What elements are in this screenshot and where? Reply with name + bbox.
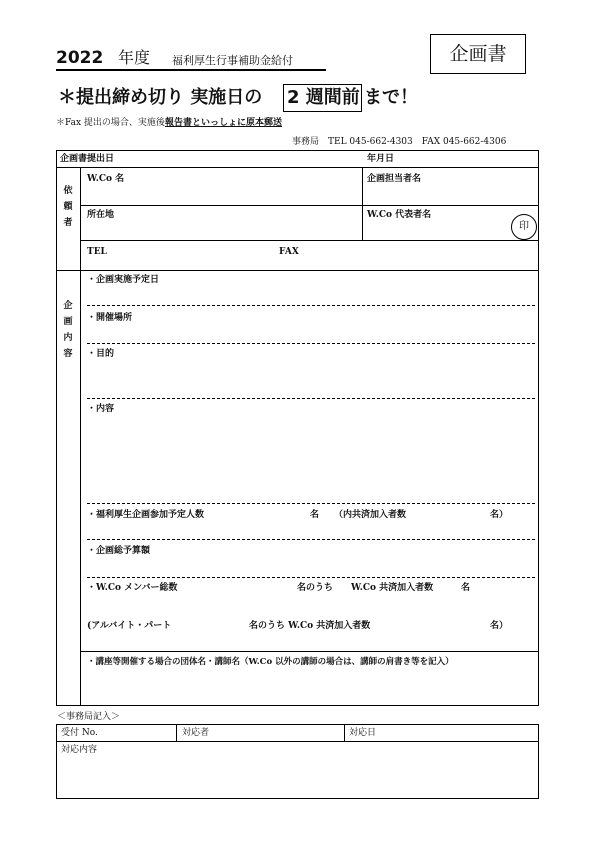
- wco-name-label: W.Co 名: [87, 174, 125, 184]
- participants-inner-unit: 名）: [490, 510, 509, 520]
- content-detail-label: ・内容: [87, 404, 115, 414]
- ymd-label: 年月日: [367, 154, 395, 164]
- requester-inner-divider: [362, 167, 363, 240]
- title-underline: [56, 69, 326, 71]
- office-col-divider: [344, 724, 345, 741]
- requester-label: 依 頼 者: [63, 186, 73, 228]
- venue-label: ・開催場所: [87, 313, 133, 323]
- part-time-of: 名のうち W.Co 共済加入者数: [249, 621, 371, 631]
- participants-label: ・福利厚生企画参加予定人数: [87, 510, 205, 520]
- plan-title-box: [430, 34, 526, 74]
- plan-title: 企画書: [449, 43, 507, 65]
- fax-note: [56, 119, 282, 128]
- address-label: 所在地: [87, 210, 115, 220]
- office-table-left: [56, 724, 57, 799]
- dashed-line: [87, 577, 535, 578]
- dashed-line: [87, 539, 535, 540]
- budget-label: ・企画総予算額: [87, 546, 151, 556]
- office-table-top: [56, 724, 539, 725]
- deadline-prefix: ＊提出締め切り 実施日の: [58, 87, 263, 108]
- form-top-border: [56, 150, 539, 151]
- fax-note-emph1: 報告書といっしょに: [164, 118, 246, 128]
- planned-date-label: ・企画実施予定日: [87, 275, 160, 285]
- fax-note-emph2: 原本郵送: [245, 118, 282, 128]
- office-contact: 事務局 TEL 045-662-4303 FAX 045-662-4306: [292, 137, 507, 147]
- fiscal-year-suffix: 年度: [118, 48, 151, 67]
- handler-label: 対応者: [182, 728, 210, 738]
- seal-stamp-circle: 印: [511, 214, 537, 240]
- plan-owner-label: 企画担当者名: [367, 174, 422, 184]
- members-of: 名のうち: [297, 583, 334, 593]
- fiscal-year: 2022: [56, 48, 104, 68]
- handling-details-label: 対応内容: [61, 745, 98, 755]
- representative-label: W.Co 代表者名: [367, 210, 432, 220]
- dashed-line: [87, 343, 535, 344]
- requester-col-divider: [80, 167, 81, 271]
- dashed-line: [87, 305, 535, 306]
- submit-date-label: 企画書提出日: [60, 154, 115, 164]
- members-label: ・W.Co メンバー総数: [87, 583, 178, 593]
- office-table-bottom: [56, 798, 539, 799]
- receipt-no-label: 受付 No.: [61, 728, 98, 738]
- content-col-divider: [80, 270, 81, 706]
- members-unit: 名: [461, 583, 471, 593]
- lecturer-label: ・講座等開催する場合の団体名・講師名（W.Co 以外の講師の場合は、講師の肩書き等を記入）: [87, 657, 454, 667]
- form-bottom-border: [56, 705, 539, 706]
- office-row-divider: [56, 741, 539, 742]
- deadline-suffix: まで！: [364, 87, 418, 108]
- participants-inner-label: （内共済加入者数: [334, 510, 407, 520]
- purpose-label: ・目的: [87, 349, 115, 359]
- form-left-border: [56, 150, 57, 706]
- handled-date-label: 対応日: [349, 728, 377, 738]
- dashed-line: [87, 503, 535, 504]
- deadline-boxed: 2 週間前: [287, 87, 360, 108]
- tel-label: TEL: [87, 247, 107, 257]
- section-divider: [56, 270, 539, 271]
- office-use-heading: ＜事務局記入＞: [57, 712, 121, 722]
- dashed-line: [87, 398, 535, 399]
- row-divider: [80, 205, 539, 206]
- office-col-divider: [176, 724, 177, 741]
- participants-unit: 名: [310, 510, 320, 520]
- part-time-unit: 名）: [490, 621, 509, 631]
- office-table-right: [538, 724, 539, 799]
- part-time-label: (アルバイト・パート: [87, 621, 172, 631]
- row-divider: [56, 167, 539, 168]
- members-insured: W.Co 共済加入者数: [351, 583, 434, 593]
- fax-note-prefix: ＊Fax 提出の場合、実施後: [56, 118, 165, 128]
- form-right-border: [538, 150, 539, 706]
- subtitle: 福利厚生行事補助金給付: [172, 54, 293, 67]
- fax-label: FAX: [279, 247, 299, 257]
- content-label: 企 画 内 容: [63, 301, 73, 359]
- row-divider: [80, 240, 539, 241]
- row-divider: [80, 651, 539, 652]
